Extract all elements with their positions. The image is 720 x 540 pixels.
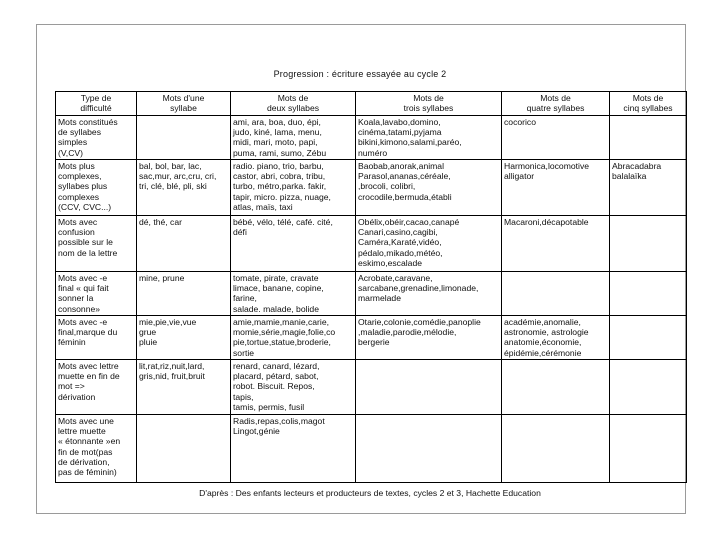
header-four-syllables: Mots de quatre syllabes <box>502 92 610 116</box>
row-type-cell: Mots avec lettre muette en fin de mot => dérivation <box>56 360 137 415</box>
table-cell: Obélix,obéir,cacao,canapé Canari,casino,cagibi, Caméra,Karaté,vidéo, pédalo,mikado,météo, eskimo,escalade <box>356 216 502 272</box>
table-cell: bébé, vélo, télé, café. cité, défi <box>231 216 356 272</box>
table-cell: lit,rat,riz,nuit,lard, gris,nid, fruit,bruit <box>137 360 231 415</box>
table-cell: renard, canard, lézard, placard, pétard, sabot, robot. Biscuit. Repos, tapis, tamis, permis, fusil <box>231 360 356 415</box>
table-cell <box>137 415 231 483</box>
table-cell: mine, prune <box>137 272 231 316</box>
table-cell <box>502 360 610 415</box>
table-row <box>56 216 687 272</box>
table-cell <box>610 360 687 415</box>
table-cell: Macaroni,décapotable <box>502 216 610 272</box>
table-cell <box>610 216 687 272</box>
table-row <box>56 160 687 216</box>
table-cell: académie,anomalie, astronomie, astrologie anatomie,économie, épidémie,cérémonie <box>502 316 610 360</box>
table-cell: mie,pie,vie,vue grue pluie <box>137 316 231 360</box>
table-cell <box>137 116 231 160</box>
row-type-cell: Mots avec confusion possible sur le nom de la lettre <box>56 216 137 272</box>
table-row <box>56 116 687 160</box>
row-type-cell: Mots plus complexes, syllabes plus complexes (CCV, CVC...) <box>56 160 137 216</box>
table-cell: dé, thé, car <box>137 216 231 272</box>
source-citation: D'après : Des enfants lecteurs et producteurs de textes, cycles 2 et 3, Hachette Education <box>199 488 541 498</box>
progression-table <box>55 91 687 483</box>
table-row <box>56 360 687 415</box>
table-row <box>56 316 687 360</box>
table-cell: Abracadabra balalaïka <box>610 160 687 216</box>
table-cell: Otarie,colonie,comédie,panoplie ,maladie,parodie,mélodie, bergerie <box>356 316 502 360</box>
table-cell: Baobab,anorak,animal Parasol,ananas,céréale, ,brocoli, colibri, crocodile,bermuda,établi <box>356 160 502 216</box>
table-cell: cocorico <box>502 116 610 160</box>
table-cell: ami, ara, boa, duo, épi, judo, kiné, lama, menu, midi, mari, moto, papi, puma, rami, sumo, Zébu <box>231 116 356 160</box>
table-cell: Harmonica,locomotive alligator <box>502 160 610 216</box>
table-cell <box>502 415 610 483</box>
table-cell <box>356 360 502 415</box>
row-type-cell: Mots avec -e final « qui fait sonner la consonne» <box>56 272 137 316</box>
row-type-cell: Mots constitués de syllabes simples (V,CV) <box>56 116 137 160</box>
table-cell <box>356 415 502 483</box>
table-cell: Koala,lavabo,domino, cinéma,tatami,pyjama bikini,kimono,salami,paréo, numéro <box>356 116 502 160</box>
table-cell <box>610 116 687 160</box>
table-row <box>56 272 687 316</box>
header-one-syllable: Mots d'une syllabe <box>137 92 231 116</box>
table-cell: radio. piano, trio, barbu, castor, abri, cobra, tribu, turbo, métro,parka. fakir, tapir, micro. pizza, nuage, atlas, maïs, taxi <box>231 160 356 216</box>
header-three-syllables: Mots de trois syllabes <box>356 92 502 116</box>
page-title: Progression : écriture essayée au cycle 2 <box>273 69 447 79</box>
table-row <box>56 415 687 483</box>
table-cell <box>610 272 687 316</box>
table-cell <box>502 272 610 316</box>
header-row <box>56 92 687 116</box>
table-cell: tomate, pirate, cravate limace, banane, copine, farine, salade. malade, bolide <box>231 272 356 316</box>
table-cell <box>610 316 687 360</box>
row-type-cell: Mots avec une lettre muette « étonnante »en fin de mot(pas de dérivation, pas de féminin) <box>56 415 137 483</box>
row-type-cell: Mots avec -e final,marque du féminin <box>56 316 137 360</box>
table-cell: Acrobate,caravane, sarcabane,grenadine,limonade, marmelade <box>356 272 502 316</box>
table-cell: Radis,repas,colis,magot Lingot,génie <box>231 415 356 483</box>
table-cell <box>610 415 687 483</box>
header-five-syllables: Mots de cinq syllabes <box>610 92 687 116</box>
header-difficulty-type: Type de difficulté <box>56 92 137 116</box>
table-cell: amie,mamie,manie,carie, momie,série,magie,folie,co pie,tortue,statue,broderie, sortie <box>231 316 356 360</box>
header-two-syllables: Mots de deux syllabes <box>231 92 356 116</box>
table-cell: bal, bol, bar, lac, sac,mur, arc,cru, cri, tri, clé, blé, pli, ski <box>137 160 231 216</box>
